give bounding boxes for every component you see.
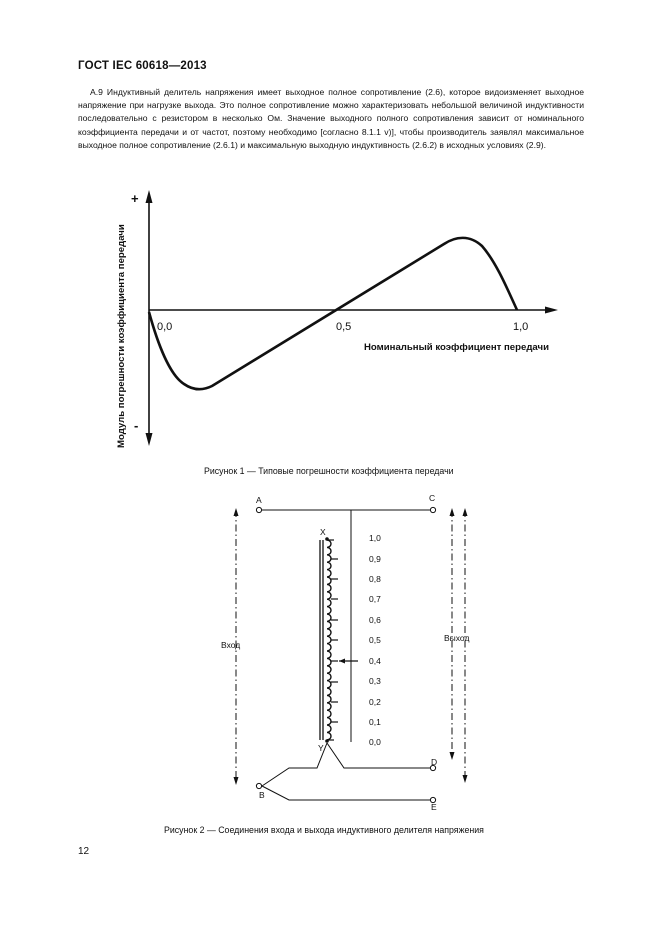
node-x-label: X — [320, 527, 326, 537]
tick-label-05: 0,5 — [336, 321, 352, 333]
figure-1-chart — [146, 190, 559, 446]
x-axis-label: Номинальный коэффициент передачи — [364, 342, 549, 353]
y-axis-label: Модуль погрешности коэффициента передачи — [116, 224, 127, 448]
terminal-d-label: D — [431, 757, 438, 767]
tap-label: 0,8 — [369, 574, 381, 584]
tap-label: 0,5 — [369, 635, 381, 645]
tap-label: 0,1 — [369, 717, 381, 727]
x-axis-arrow — [545, 307, 558, 314]
tick-label-0: 0,0 — [157, 321, 173, 333]
lead-b-to-e — [262, 786, 430, 800]
document-header: ГОСТ IEC 60618—2013 — [78, 60, 207, 72]
terminal-b — [256, 783, 261, 788]
tap-label: 1,0 — [369, 533, 381, 543]
page-number: 12 — [78, 846, 90, 857]
tap-label: 0,6 — [369, 615, 381, 625]
y-axis-arrow-bottom — [146, 433, 153, 446]
terminal-b-label: B — [259, 790, 265, 800]
transformer-winding — [327, 540, 331, 740]
node-y-label: Y — [318, 743, 324, 753]
y-minus-sign: - — [134, 418, 139, 433]
terminal-a — [256, 507, 261, 512]
tap-labels — [369, 533, 381, 747]
y-plus-sign: + — [131, 191, 139, 206]
figure-1-caption: Рисунок 1 — Типовые погрешности коэффициента передачи — [204, 466, 454, 476]
tap-label: 0,4 — [369, 656, 381, 666]
terminal-a-label: A — [256, 495, 262, 505]
terminal-c — [430, 507, 435, 512]
tick-label-1: 1,0 — [513, 321, 529, 333]
node-x — [325, 537, 329, 541]
tap-label: 0,7 — [369, 594, 381, 604]
node-y — [325, 739, 329, 743]
figure-2-caption: Рисунок 2 — Соединения входа и выхода индуктивного делителя напряжения — [164, 825, 484, 835]
paragraph-text: А.9 Индуктивный делитель напряжения имеет выходное полное сопротивление (2.6), которое видоизменяет выходное напряжение при нагрузке выхода. Это полное сопротивление можно характеризовать небольшой величиной индуктивности последовательно с резистором в несколько Ом. Значение выходного полного сопротивления зависит от номинального коэффициента передачи и от частот, поэтому необходимо [согласно 8.1.1 v)], чтобы производитель заявлял максимальное выходное полное сопротивление (2.6.1) и максимальную выходную индуктивность (2.6.2) в исходных условиях (2.9). — [78, 87, 584, 150]
terminal-c-label: C — [429, 493, 436, 503]
error-curve — [149, 238, 517, 389]
tap-label: 0,3 — [369, 676, 381, 686]
tap-label: 0,2 — [369, 697, 381, 707]
terminal-e-label: E — [431, 802, 437, 812]
output-label: Выход — [444, 633, 470, 643]
tap-label: 0,9 — [369, 554, 381, 564]
input-label: Вход — [221, 640, 241, 650]
y-axis-arrow-top — [146, 190, 153, 203]
tap-label: 0,0 — [369, 737, 381, 747]
